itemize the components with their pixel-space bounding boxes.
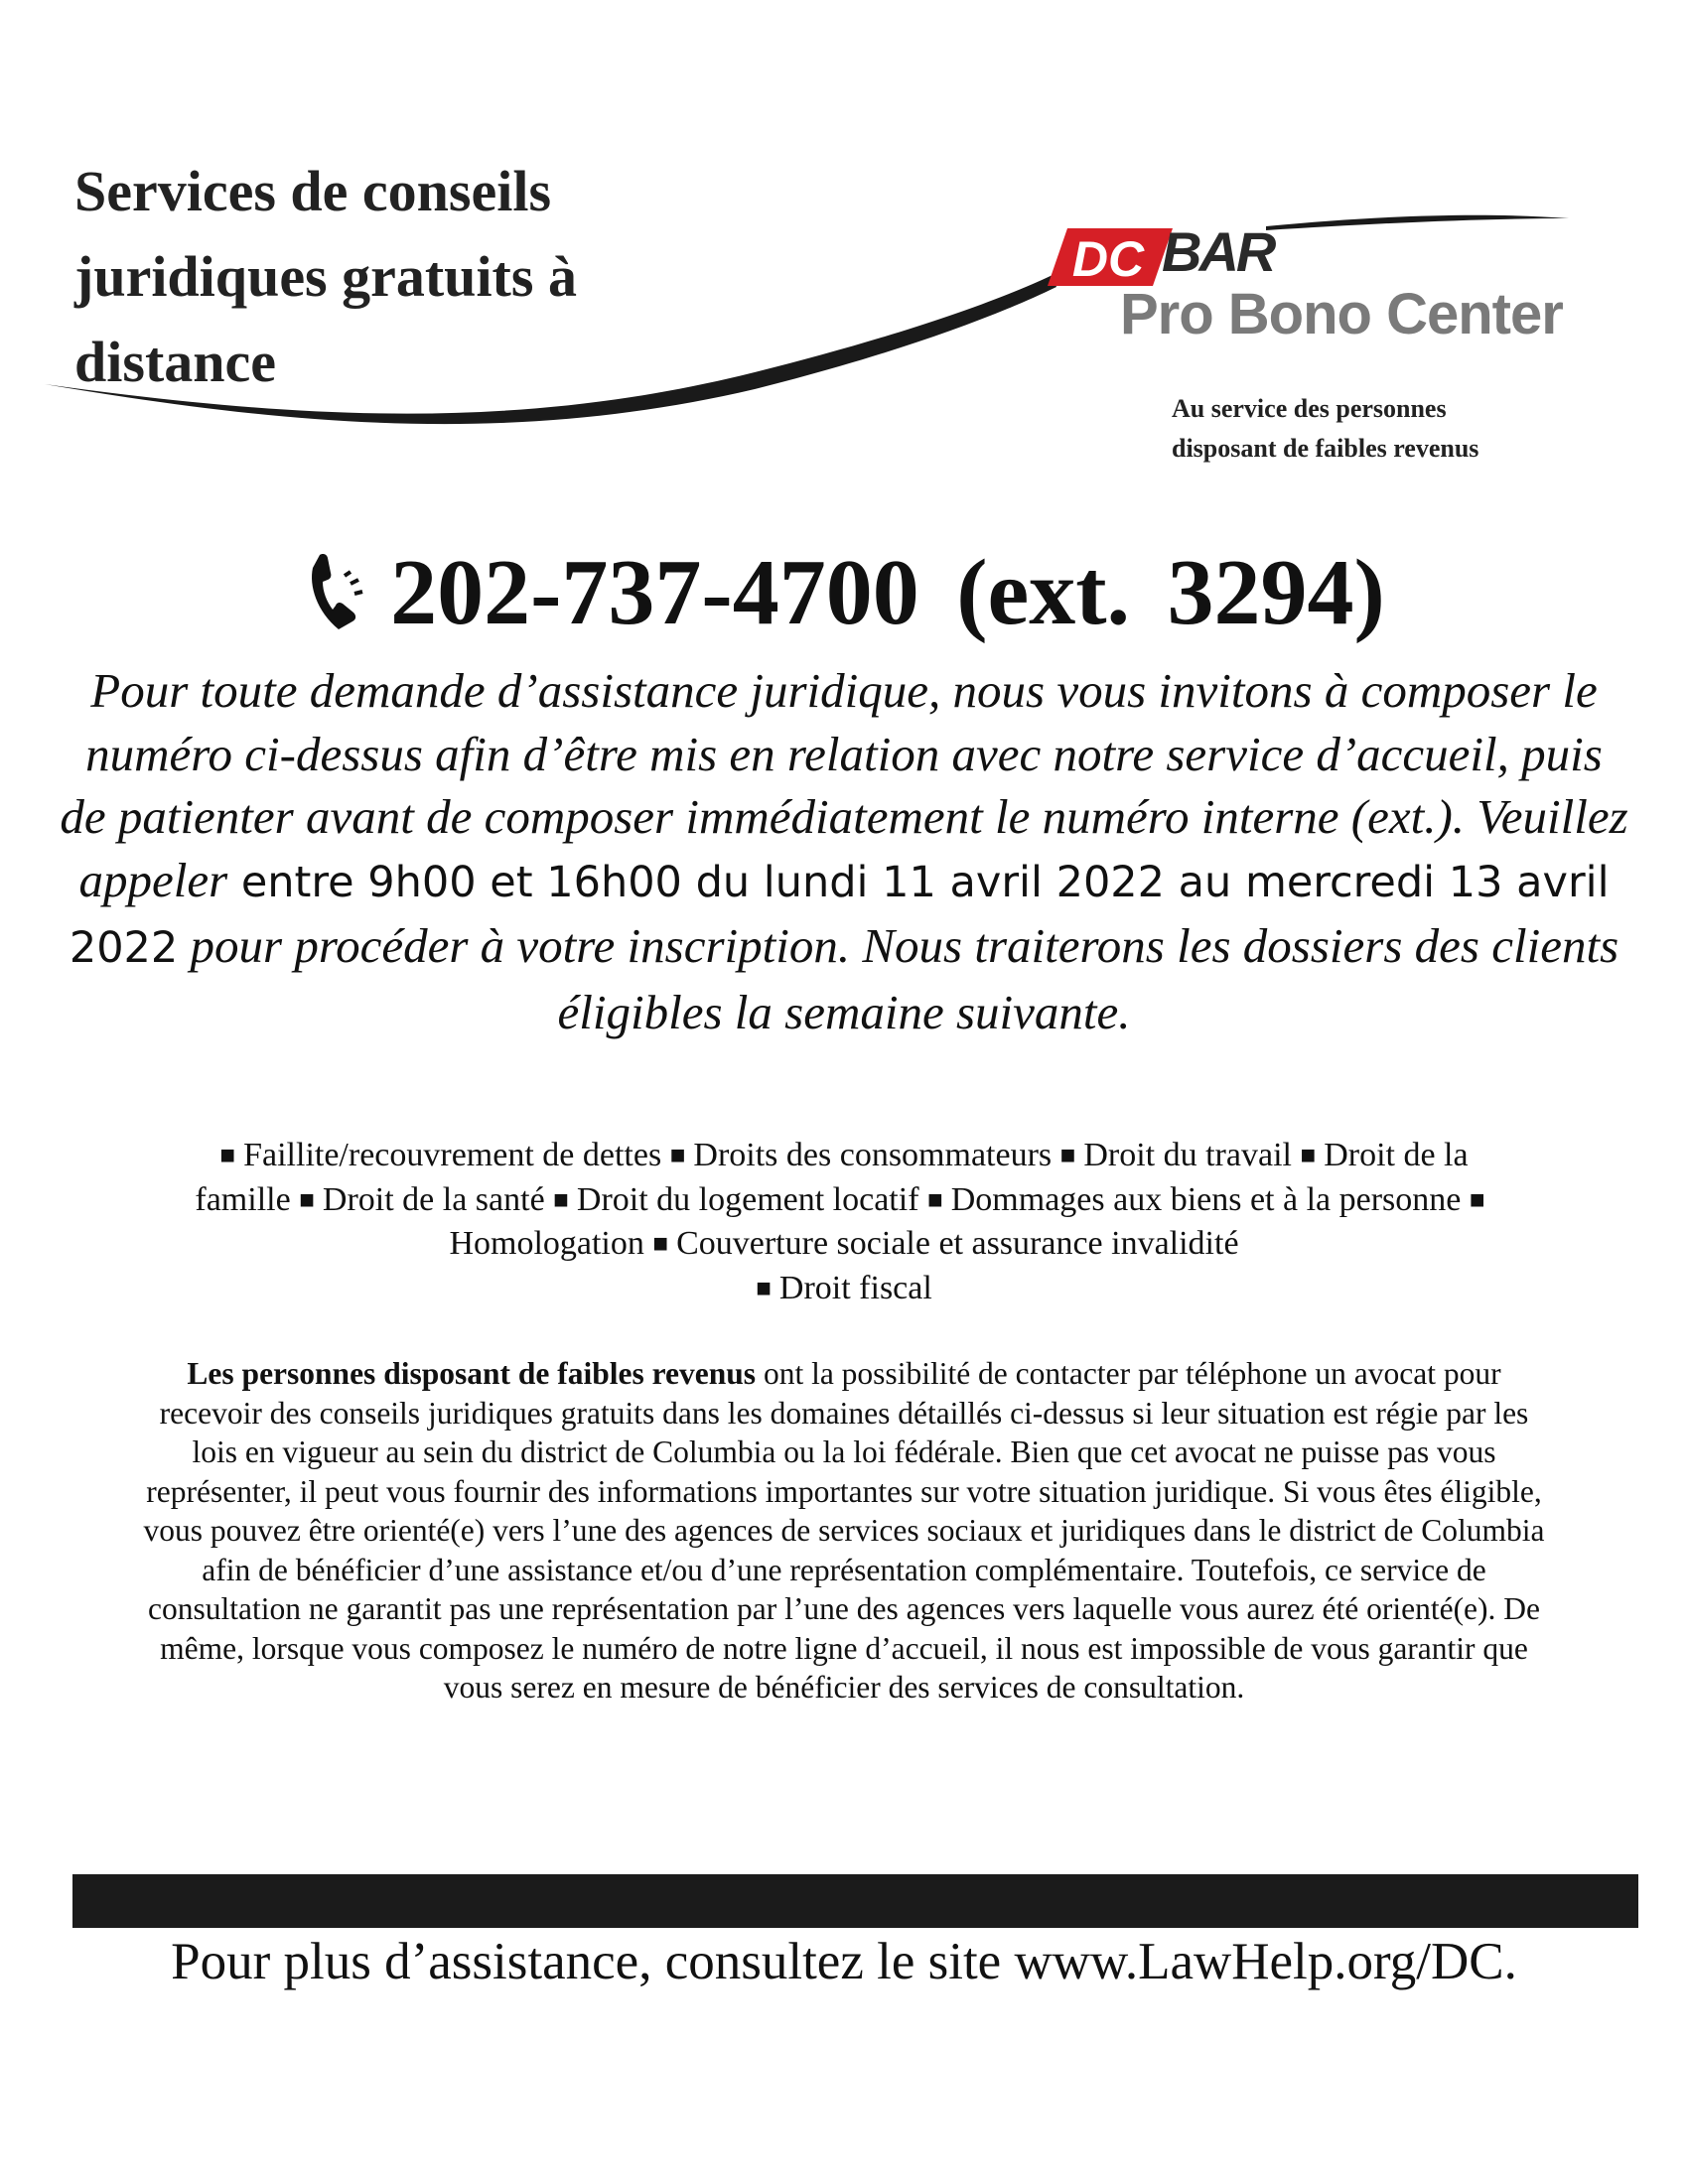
bullet-square-icon: ■ [669, 1141, 686, 1169]
tagline-line: Au service des personnes [1172, 394, 1447, 423]
footer-text: Pour plus d’assistance, consultez le site www.LawHelp.org/DC. [171, 1933, 1517, 1990]
list-item: ■ Droit fiscal [756, 1270, 932, 1306]
list-item: ■Homologation [449, 1181, 1492, 1263]
intro-text-italic: Pour toute demande d’assistance juridique, nous vous invitons à composer le numéro ci-dessus afin d’être mis en relation avec notre service d’accueil, puis de patienter avant de composer immédiatement le numéro interne (ext.). Veuillez appeler [60, 663, 1628, 907]
practice-areas-list [179, 1134, 1509, 1310]
title-line: Services de conseils [74, 159, 552, 223]
bullet-square-icon: ■ [1469, 1184, 1485, 1214]
bullet-square-icon: ■ [219, 1141, 236, 1169]
bullet-square-icon: ■ [927, 1184, 943, 1214]
bullet-square-icon: ■ [1059, 1141, 1076, 1169]
tagline-line: disposant de faibles revenus [1172, 434, 1479, 463]
bullet-square-icon: ■ [1300, 1141, 1317, 1169]
description-paragraph [139, 1354, 1549, 1707]
list-item: ■ Droit du travail [1060, 1137, 1292, 1173]
list-item: ■ Faillite/recouvrement de dettes [219, 1137, 661, 1173]
list-item: ■ Droit de la santé [299, 1181, 544, 1218]
title-line: juridiques gratuits à [74, 244, 577, 309]
intro-text-italic-end: pour procéder à votre inscription. Nous traiterons les dossiers des clients éligibles la semaine suivante. [178, 918, 1619, 1039]
list-item: ■ Droit de la famille [195, 1137, 1468, 1218]
bullet-square-icon: ■ [553, 1184, 569, 1214]
phone-number: 202-737-4700 (ext. 3294) [390, 541, 1385, 644]
bullet-square-icon: ■ [756, 1273, 772, 1302]
phone-line [0, 538, 1688, 647]
intro-paragraph [60, 659, 1628, 1043]
logo-bar-text: BAR [1162, 220, 1274, 283]
logo-tagline [1172, 389, 1478, 469]
list-item: ■ Dommages aux biens et à la personne [927, 1181, 1461, 1218]
bullet-square-icon: ■ [652, 1229, 669, 1258]
description-body: ont la possibilité de contacter par téléphone un avocat pour recevoir des conseils juridiques gratuits dans les domaines détaillés ci-dessus si leur situation est régie par les lois en vigueur au sein du district de Columbia ou la loi fédérale. Bien que cet avocat ne puisse pas vous représenter, il peut vous fournir des informations importantes sur votre situation juridique. Si vous êtes éligible, vous pouvez être orienté(e) vers l’une des agences de services sociaux et juridiques dans le district de Columbia afin de bénéficier d’une assistance et/ou d’une représentation complémentaire. Toutefois, ce service de consultation ne garantit pas une représentation par l’une des agences vers laquelle vous aurez été orienté(e). De même, lorsque vous composez le numéro de notre ligne d’accueil, il nous est impossible de vous garantir que vous serez en mesure de bénéficier des services de consultation. [143, 1356, 1545, 1705]
list-item: ■ Droits des consommateurs [670, 1137, 1052, 1173]
swoosh-curve [45, 275, 1056, 424]
intro-call-window: entre 9h00 et 16h00 du lundi 11 avril 2022 au mercredi 13 avril 2022 [69, 857, 1610, 973]
list-item: ■ Couverture sociale et assurance invalidité [652, 1225, 1238, 1262]
logo-center-name: Pro Bono Center [1120, 282, 1563, 346]
footer-divider-bar [72, 1874, 1638, 1928]
bullet-square-icon: ■ [299, 1184, 315, 1214]
phone-handset-icon [303, 546, 372, 637]
title-line: distance [74, 330, 276, 394]
logo-dc-text: DC [1071, 231, 1145, 287]
list-item: ■ Droit du logement locatif [553, 1181, 918, 1218]
description-lead: Les personnes disposant de faibles revenus [187, 1356, 757, 1391]
swoosh-top-curve [1266, 215, 1569, 230]
